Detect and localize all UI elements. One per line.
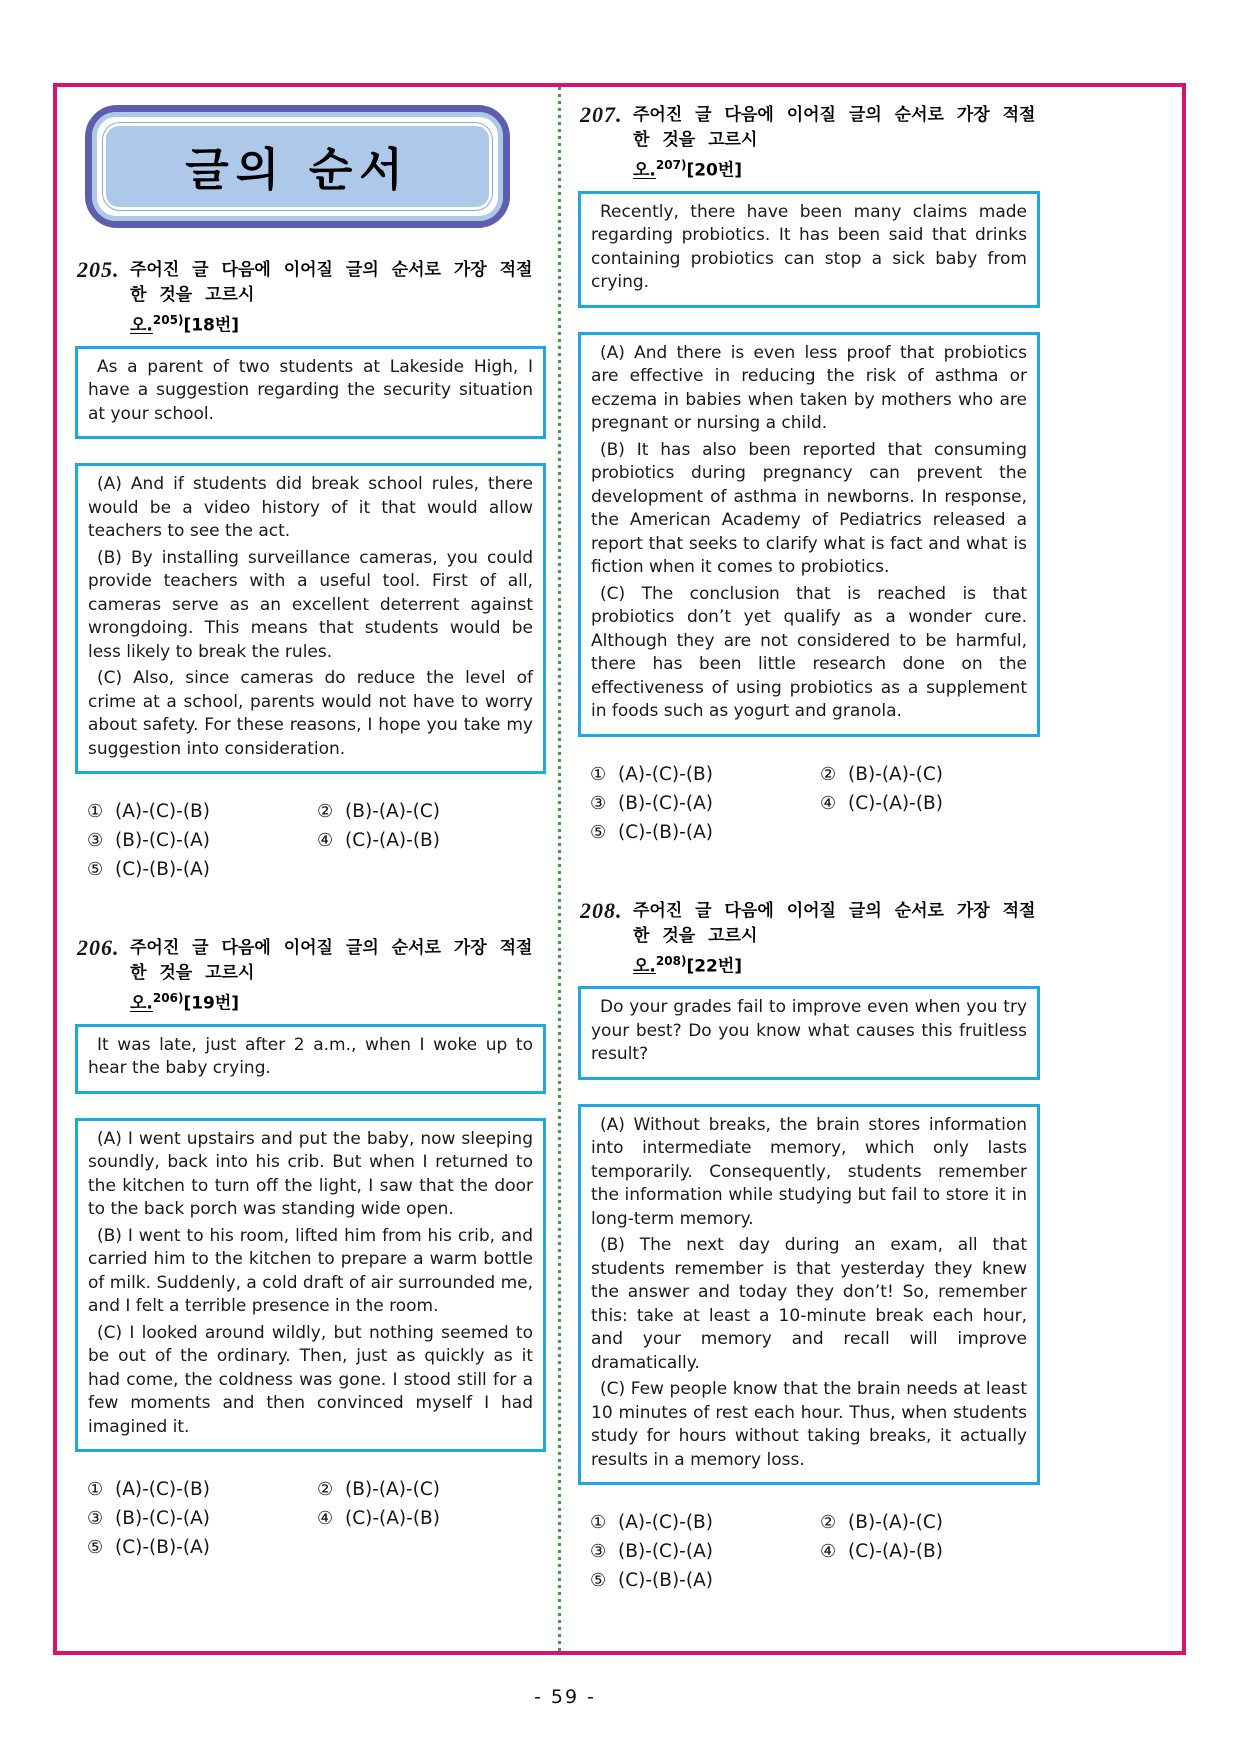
question-prompt [130, 258, 546, 339]
option-marker: ⑤ [590, 1570, 607, 1592]
given-passage-text: Recently, there have been many claims made regarding probiotics. It has been said that drinks containing probiotics can stop a sick baby from crying. [591, 201, 1027, 293]
question-prompt [633, 103, 1040, 184]
option-marker: ⑤ [87, 1537, 104, 1559]
option-text: (C)-(A)-(B) [345, 1508, 440, 1530]
question-208 [578, 899, 1040, 1592]
option-marker: ③ [87, 830, 104, 852]
option-marker: ② [820, 1512, 837, 1534]
option-text: (C)-(A)-(B) [345, 830, 440, 852]
page-number: - 59 - [534, 1686, 596, 1708]
answer-option-2[interactable] [820, 1512, 1040, 1533]
given-passage-box [75, 346, 546, 440]
answer-option-5[interactable] [87, 1537, 317, 1558]
banner-ring [92, 112, 503, 221]
option-text: (C)-(B)-(A) [618, 1570, 713, 1592]
option-text: (C)-(B)-(A) [115, 859, 210, 881]
answer-option-5[interactable] [87, 859, 317, 880]
answer-option-1[interactable] [590, 1512, 820, 1533]
given-passage-text: Do your grades fail to improve even when you try your best? Do you know what causes this fruitless result? [591, 997, 1027, 1065]
question-prompt-continuation: 오. [633, 160, 656, 181]
option-text: (A)-(C)-(B) [115, 801, 210, 823]
option-text: (C)-(A)-(B) [848, 792, 943, 814]
option-marker: ③ [590, 1541, 607, 1563]
answer-options [578, 1512, 1040, 1591]
option-text: (B)-(A)-(C) [345, 801, 440, 823]
question-205 [75, 258, 546, 880]
column-divider [558, 87, 561, 1651]
ordered-paragraph-A: (A) Without breaks, the brain stores information into intermediate memory, which only lasts temporarily. Consequently, students remember the information while studying but fail to store it in long-term memory. [591, 1114, 1027, 1229]
question-prompt [633, 899, 1040, 980]
given-passage-box [75, 1024, 546, 1094]
question-number: 205. [77, 257, 120, 282]
footnote-ref: 205) [152, 313, 184, 327]
question-prompt-continuation: 오. [130, 315, 153, 336]
ordered-paragraph-B: (B) The next day during an exam, all that students remember is that yesterday they knew the answer and today they don’t! So, remember this: take at least a 10-minute break each hour, and your memory and recall will improve dramatically. [591, 1235, 1027, 1373]
option-text: (B)-(A)-(C) [345, 1479, 440, 1501]
option-text: (B)-(A)-(C) [848, 763, 943, 785]
option-marker: ④ [820, 1541, 837, 1563]
question-207 [578, 103, 1040, 843]
question-header [77, 936, 546, 1017]
answer-option-4[interactable] [317, 830, 546, 851]
answer-option-5[interactable] [590, 1570, 820, 1591]
option-marker: ① [590, 1512, 607, 1534]
footnote-ref: 206) [152, 991, 184, 1006]
ordered-paragraphs-box [75, 1118, 546, 1453]
question-prompt-text: 주어진 글 다음에 이어질 글의 순서로 가장 적절한 것을 고르시 [633, 105, 1036, 150]
option-text: (A)-(C)-(B) [618, 763, 713, 785]
question-header [580, 899, 1040, 980]
exam-number-ref: [18번] [183, 315, 240, 336]
option-marker: ④ [317, 830, 334, 852]
option-marker: ③ [590, 792, 607, 814]
option-text: (B)-(A)-(C) [848, 1512, 943, 1534]
answer-options [75, 801, 546, 880]
ordered-paragraphs-box [75, 463, 546, 774]
option-text: (C)-(B)-(A) [618, 821, 713, 843]
option-marker: ④ [317, 1508, 334, 1530]
ordered-paragraph-A: (A) And there is even less proof that probiotics are effective in reducing the risk of asthma or eczema in babies when taken by mothers who are pregnant or nursing a child. [591, 342, 1027, 434]
left-column [75, 103, 546, 1614]
given-passage-text: As a parent of two students at Lakeside High, I have a suggestion regarding the security situation at your school. [88, 356, 533, 424]
ordered-paragraphs-box [578, 1104, 1040, 1486]
right-column [578, 103, 1040, 1647]
answer-options [75, 1479, 546, 1558]
answer-option-4[interactable] [317, 1508, 546, 1529]
question-prompt-continuation: 오. [633, 956, 656, 977]
option-marker: ① [87, 1479, 104, 1501]
question-prompt-text: 주어진 글 다음에 이어질 글의 순서로 가장 적절한 것을 고르시 [130, 260, 533, 305]
option-text: (B)-(C)-(A) [115, 1508, 210, 1530]
option-marker: ⑤ [87, 859, 104, 881]
given-passage-text: It was late, just after 2 a.m., when I woke up to hear the baby crying. [88, 1034, 533, 1079]
exam-number-ref: [19번] [183, 993, 240, 1014]
banner-ring-inner [102, 122, 493, 211]
answer-option-5[interactable] [590, 822, 820, 843]
given-passage-box [578, 191, 1040, 308]
option-marker: ③ [87, 1508, 104, 1530]
option-text: (B)-(C)-(A) [618, 792, 713, 814]
question-number: 207. [580, 102, 623, 127]
answer-option-1[interactable] [87, 801, 317, 822]
option-marker: ② [820, 763, 837, 785]
question-number: 206. [77, 935, 120, 961]
option-text: (B)-(C)-(A) [115, 830, 210, 852]
option-text: (A)-(C)-(B) [115, 1479, 210, 1501]
answer-option-4[interactable] [820, 793, 1040, 814]
option-text: (C)-(A)-(B) [848, 1541, 943, 1563]
answer-option-1[interactable] [87, 1479, 317, 1500]
exam-number-ref: [22번] [686, 956, 743, 977]
ordered-paragraph-B: (B) I went to his room, lifted him from his crib, and carried him to the kitchen to prepare a warm bottle of milk. Suddenly, a cold draft of air surrounded me, and I felt a terrible presence in the room. [88, 1225, 533, 1317]
worksheet-page-frame [53, 83, 1186, 1655]
ordered-paragraphs-box [578, 332, 1040, 737]
answer-option-3[interactable] [590, 793, 820, 814]
ordered-paragraph-A: (A) And if students did break school rules, there would be a video history of it that would allow teachers to see the act. [88, 474, 533, 542]
question-prompt [130, 936, 546, 1017]
answer-option-3[interactable] [87, 1508, 317, 1529]
ordered-paragraph-B: (B) By installing surveillance cameras, you could provide teachers with a useful tool. First of all, cameras serve as an excellent deterrent against wrongdoing. This means that students would be less likely to break the rules. [88, 547, 533, 662]
option-marker: ⑤ [590, 821, 607, 843]
answer-option-2[interactable] [820, 764, 1040, 785]
ordered-paragraph-C: (C) I looked around wildly, but nothing seemed to be out of the ordinary. Then, just as quickly as it had come, the coldness was gone. I stood still for a few moments and then convinced myself I had imagined it. [88, 1322, 533, 1437]
ordered-paragraph-B: (B) It has also been reported that consuming probiotics during pregnancy can prevent the development of asthma in newborns. In response, the American Academy of Pediatrics released a report that seeks to clarify what is fact and what is fiction when it comes to probiotics. [591, 439, 1027, 578]
question-prompt-text: 주어진 글 다음에 이어질 글의 순서로 가장 적절한 것을 고르시 [633, 900, 1036, 946]
option-marker: ① [590, 763, 607, 785]
section-title-banner [85, 105, 510, 228]
option-marker: ① [87, 801, 104, 823]
given-passage-box [578, 986, 1040, 1080]
answer-option-3[interactable] [87, 830, 317, 851]
question-number: 208. [580, 897, 623, 923]
option-marker: ② [317, 801, 334, 823]
question-206 [75, 936, 546, 1558]
question-header [580, 103, 1040, 184]
ordered-paragraph-C: (C) The conclusion that is reached is that probiotics don’t yet qualify as a wonder cure. Although they are not considered to be harmful, there has been little research done on the effectiveness of using probiotics as a supplement in foods such as yogurt and granola. [591, 583, 1027, 722]
answer-option-2[interactable] [317, 1479, 546, 1500]
ordered-paragraph-C: (C) Few people know that the brain needs at least 10 minutes of rest each hour. Thus, when students study for hours without taking breaks, it actually results in a memory loss. [591, 1379, 1027, 1470]
option-text: (C)-(B)-(A) [115, 1537, 210, 1559]
option-marker: ② [317, 1479, 334, 1501]
option-text: (A)-(C)-(B) [618, 1512, 713, 1534]
footnote-ref: 208) [655, 953, 687, 968]
ordered-paragraph-A: (A) I went upstairs and put the baby, now sleeping soundly, back into his crib. But when I returned to the kitchen to turn off the light, I saw that the door to the back porch was standing wide open. [88, 1128, 533, 1220]
option-marker: ④ [820, 792, 837, 814]
question-header [77, 258, 546, 339]
banner-core [106, 126, 489, 207]
exam-number-ref: [20번] [686, 160, 743, 181]
option-text: (B)-(C)-(A) [618, 1541, 713, 1563]
answer-options [578, 764, 1040, 843]
answer-option-3[interactable] [590, 1541, 820, 1562]
question-prompt-continuation: 오. [130, 993, 153, 1014]
answer-option-2[interactable] [317, 801, 546, 822]
section-title: 글의 순서 [185, 143, 410, 196]
answer-option-1[interactable] [590, 764, 820, 785]
ordered-paragraph-C: (C) Also, since cameras do reduce the level of crime at a school, parents would not have to worry about safety. For these reasons, I hope you take my suggestion into consideration. [88, 668, 533, 759]
question-prompt-text: 주어진 글 다음에 이어질 글의 순서로 가장 적절한 것을 고르시 [130, 938, 533, 984]
answer-option-4[interactable] [820, 1541, 1040, 1562]
footnote-ref: 207) [655, 158, 687, 172]
